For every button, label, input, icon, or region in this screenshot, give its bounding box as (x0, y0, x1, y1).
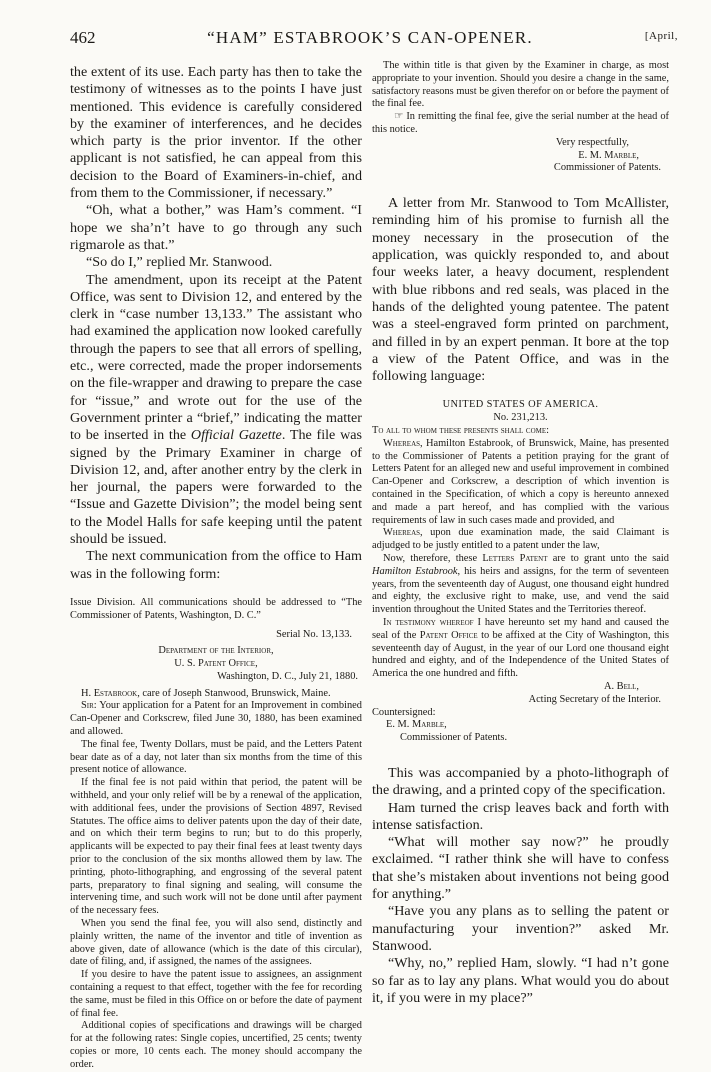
patent-signer: A. Bell, (603, 680, 639, 692)
pointing-hand-icon: ☞ (394, 111, 404, 123)
patent-paragraph: Whereas, Hamilton Estabrook, of Brunswick, Maine, has presented to the Commissioner of Patents a petition praying for the grant of Letters Patent for an alleged new and useful improvement in combined Can-Opener and Corkscrew, a description of which invention is contained in the Specification, of which a copy is hereunto annexed and made a part hereof, and has complied with the various requirements of law in such cases made and provided, and (372, 437, 669, 526)
signer-name: E. M. Marble, (578, 149, 639, 161)
right-column (372, 60, 670, 1006)
page-number: 462 (70, 28, 96, 47)
patent-paragraph: Whereas, upon due examination made, the said Claimant is adjudged to be justly entitled to a patent under the law, (372, 527, 669, 552)
patent-document (372, 399, 669, 745)
paragraph: “What will mother say now?” he proudly exclaimed. “I rather think she will have to confess that she’s mistaken about inventions not being good for anything.” (372, 834, 669, 903)
notice-paragraph: The within title is that given by the Examiner in charge, as most appropriate to your invention. Should you desire a change in the same, satisfactory reasons must be given therefor on or before the payment of the final fee. (372, 60, 669, 110)
patent-greeting: To all to whom these presents shall come: (372, 425, 550, 437)
paragraph: Ham turned the crisp leaves back and forth with intense satisfaction. (372, 799, 669, 833)
paragraph: “Have you any plans as to selling the patent or manufacturing your invention?” asked Mr. Stanwood. (372, 903, 669, 954)
issue-division-note: Issue Division. All communications should be addressed to “The Commissioner of Patents, Washington, D. C.” (70, 596, 362, 621)
paragraph: “Why, no,” replied Ham, slowly. “I had n’t gone so far as to lay any plans. What would you do about it, if you were in my place?” (372, 955, 669, 1006)
allowance-notice (70, 597, 362, 1072)
notice-paragraph: If you desire to have the patent issue to assignees, an assignment containing a request to that effect, together with the fee for recording the same, must be filed in this Office on or before the date of payment of final fee. (70, 969, 362, 1019)
department: Department of the Interior, (158, 645, 274, 657)
patent-heading: UNITED STATES OF AMERICA. (442, 399, 599, 411)
paragraph: A letter from Mr. Stanwood to Tom McAllister, reminding him of his promise to furnish all the money necessary in the prosecution of the application, was quickly responded to, and about four weeks later, a heavy document, resplendent with blue ribbons and red seals, was placed in the hands of the delighted young patentee. The patent was a steel-engraved form printed on parchment, and filled in by an expert penman. It bore at the top a view of the Patent Office, and was in the following language: (372, 195, 669, 385)
paragraph: “So do I,” replied Mr. Stanwood. (86, 254, 273, 271)
countersigner-name: E. M. Marble, (386, 719, 447, 731)
notice-paragraph: Additional copies of specifications and drawings will be charged for at the following rates: Single copies, uncertified, 25 cents; twenty copies or more, 10 cents each. The money should accompany the order. (70, 1020, 362, 1070)
allowance-notice-continued (372, 60, 669, 175)
patent-paragraph: In testimony whereof I have hereunto set my hand and caused the seal of the Patent Office to be affixed at the City of Washington, this seventeenth day of August, in the year of our Lord one thousand eight hundred and eighty, and of the Independence of the United States of America the one hundred and fifth. (372, 616, 670, 680)
running-title: “HAM” ESTABROOK’S CAN-OPENER. (207, 28, 533, 47)
patent-paragraph: Now, therefore, these Letters Patent are to grant unto the said Hamilton Estabrook, his heirs and assigns, for the term of seventeen years, from the seventeenth day of August, one thousand eight hundred and eighty, the exclusive right to make, use, and vend the said invention throughout the United States and the Territories thereof. (372, 553, 670, 616)
paragraph: The next communication from the office to Ham was in the following form: (70, 548, 362, 582)
addressee: H. Estabrook, care of Joseph Stanwood, Brunswick, Maine. (81, 687, 331, 699)
patent-number: No. 231,213. (493, 412, 548, 424)
header-month: [April, (644, 30, 678, 42)
paragraph: This was accompanied by a photo-lithograph of the drawing, and a printed copy of the specification. (372, 764, 669, 799)
notice-paragraph: The final fee, Twenty Dollars, must be paid, and the Letters Patent bear date as of a day, not later than six months from the time of this present notice of allowance. (70, 738, 362, 776)
signer-title: Commissioner of Patents. (553, 162, 661, 174)
countersigned-label: Countersigned: (372, 706, 436, 718)
closing: Very respectfully, (555, 136, 629, 148)
paragraph: “Oh, what a bother,” was Ham’s comment. “I hope we sha’n’t have to go through any such rigmarole as that.” (70, 202, 362, 253)
notice-paragraph: When you send the final fee, you will also send, distinctly and plainly written, the name of the inventor and title of invention as above given, date of allowance (which is the date of this circular), date of filing, and, if assigned, the names of the assignees. (70, 918, 362, 968)
place-date: Washington, D. C., July 21, 1880. (217, 670, 358, 682)
paragraph: the extent of its use. Each party has then to take the testimony of witnesses as to the points I have just mentioned. This evidence is carefully considered by the examiner of interferences, and he decides which party is the prior inventor. If the other applicant is not satisfied, he can appeal from this decision to the Board of Examiners-in-chief, and from them to the Commissioner, if necessary.” (70, 64, 362, 202)
left-column (70, 64, 363, 1070)
paragraph: The amendment, upon its receipt at the Patent Office, was sent to Division 12, and entered by the clerk in “case number 13,133.” The assistant who had examined the application now looked carefully through the papers to see that all errors of spelling, etc., were corrected, made the proper indorsements on the file-wrapper and drawing to prepare the case for “issue,” and wrote out for the use of the Government printer a “brief,” indicating the matter to be inserted in the Official Gazette. The file was signed by the Primary Examiner in charge of Division 12, and, after another entry by the clerk in her journal, the papers were forwarded to the “Issue and Gazette Division”; the model being sent to the Model Halls for safe keeping until the patent should be issued. (70, 271, 363, 548)
salutation: Sir: Your application for a Patent for an Improvement in combined Can-Opener and Corkscrew, filed June 30, 1880, has been examined and allowed. (70, 700, 362, 738)
office: U. S. Patent Office, (174, 658, 258, 670)
countersigner-title: Commissioner of Patents. (400, 732, 508, 744)
running-header (70, 26, 678, 50)
notice-paragraph: If the final fee is not paid within that period, the patent will be withheld, and your only relief will be by a renewal of the application, with additional fees, under the provisions of Section 4897, Revised Statutes. The office aims to deliver patents upon the day of their date, and on which their term begins to run; but to do this properly, applicants will be expected to pay their final fees at least twenty days prior to the conclusion of the six months allowed them by law. The printing, photo-lithographing, and engrossing of the several patent parts, preparatory to final signing and sealing, will consume the intervening time, and such work will not be done until after payment of the necessary fees. (70, 777, 362, 917)
notice-paragraph: ☞ In remitting the final fee, give the serial number at the head of this notice. (372, 111, 669, 135)
patent-signer-title: Acting Secretary of the Interior. (528, 693, 661, 705)
serial-number: Serial No. 13,133. (276, 628, 352, 640)
